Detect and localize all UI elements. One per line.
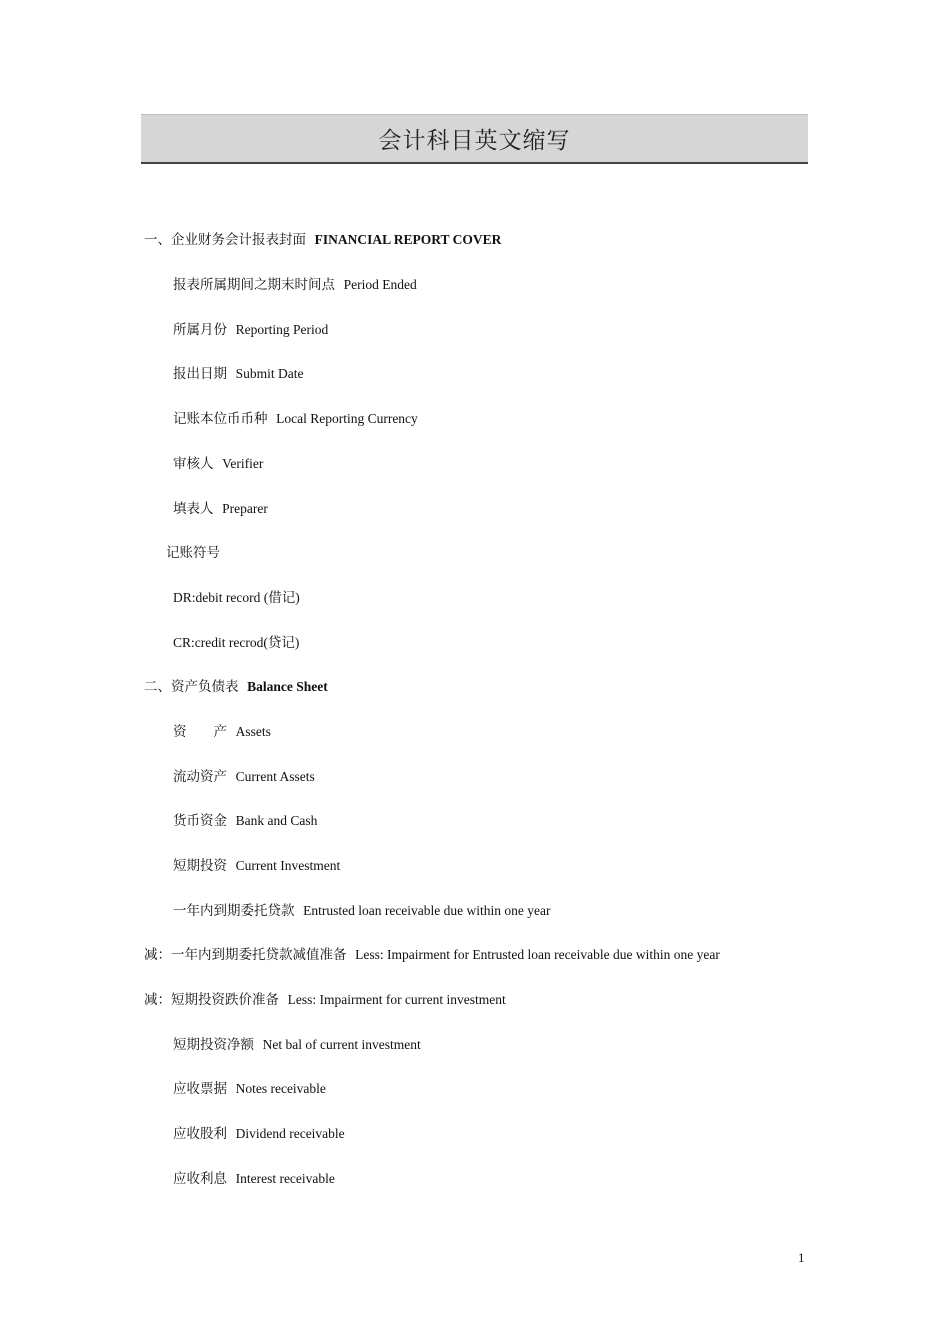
line-cn: 填表人 xyxy=(173,501,214,517)
entry-submit-date xyxy=(173,365,303,383)
line-en: Bank and Cash xyxy=(235,813,318,828)
line-en: DR:debit record (借记) xyxy=(173,590,300,605)
line-cn: 二、资产负债表 xyxy=(144,679,239,695)
line-en: Dividend receivable xyxy=(235,1126,345,1141)
line-en: FINANCIAL REPORT COVER xyxy=(314,232,502,247)
line-cn: 货币资金 xyxy=(173,813,227,829)
line-cn: 一、企业财务会计报表封面 xyxy=(144,232,306,248)
line-cn: 资 产 xyxy=(173,724,227,740)
entry-credit-record xyxy=(173,634,299,652)
line-en: Less: Impairment for current investment xyxy=(287,992,506,1007)
entry-bank-and-cash xyxy=(173,812,317,830)
entry-local-reporting-currency xyxy=(173,410,418,428)
line-cn: 应收股利 xyxy=(173,1126,227,1142)
entry-reporting-period xyxy=(173,321,328,339)
line-cn: 记账本位币币种 xyxy=(173,411,268,427)
line-cn: 审核人 xyxy=(173,456,214,472)
entry-impairment-entrusted-loan xyxy=(144,946,720,964)
line-en: Verifier xyxy=(222,456,264,471)
line-cn: 短期投资 xyxy=(173,858,227,874)
line-cn: 所属月份 xyxy=(173,322,227,338)
line-en: Less: Impairment for Entrusted loan receivable due within one year xyxy=(355,947,720,962)
line-en: Local Reporting Currency xyxy=(276,411,418,426)
line-en: Period Ended xyxy=(343,277,417,292)
entry-current-investment xyxy=(173,857,340,875)
line-en: Preparer xyxy=(222,501,268,516)
line-cn: 短期投资净额 xyxy=(173,1037,254,1053)
line-cn: 流动资产 xyxy=(173,769,227,785)
entry-dividend-receivable xyxy=(173,1125,345,1143)
section-heading-financial-report-cover xyxy=(144,231,501,249)
line-en: Assets xyxy=(235,724,271,739)
entry-net-current-investment xyxy=(173,1036,421,1054)
section-heading-balance-sheet xyxy=(144,678,328,696)
line-en: Entrusted loan receivable due within one year xyxy=(303,903,551,918)
line-cn: 一年内到期委托贷款 xyxy=(173,903,295,919)
line-en: Balance Sheet xyxy=(247,679,328,694)
entry-verifier xyxy=(173,455,263,473)
entry-preparer xyxy=(173,500,268,518)
line-en: Net bal of current investment xyxy=(262,1037,421,1052)
line-en: Reporting Period xyxy=(235,322,329,337)
entry-interest-receivable xyxy=(173,1170,335,1188)
entry-entrusted-loan-receivable xyxy=(173,902,551,920)
entry-impairment-current-investment xyxy=(144,991,506,1009)
line-cn: 减：短期投资跌价准备 xyxy=(144,992,279,1008)
entry-current-assets xyxy=(173,768,315,786)
line-en: Current Assets xyxy=(235,769,315,784)
entry-bookkeeping-symbols xyxy=(166,544,220,562)
line-cn: 应收利息 xyxy=(173,1171,227,1187)
line-cn: 记账符号 xyxy=(166,545,220,561)
line-en: CR:credit recrod(贷记) xyxy=(173,635,300,650)
line-en: Current Investment xyxy=(235,858,341,873)
line-cn: 报表所属期间之期末时间点 xyxy=(173,277,335,293)
entry-period-ended xyxy=(173,276,417,294)
line-cn: 减：一年内到期委托贷款减值准备 xyxy=(144,947,347,963)
line-en: Interest receivable xyxy=(235,1171,335,1186)
document-title-box xyxy=(141,114,808,164)
page-number: 1 xyxy=(798,1250,805,1265)
line-en: Notes receivable xyxy=(235,1081,326,1096)
line-cn: 应收票据 xyxy=(173,1081,227,1097)
document-title: 会计科目英文缩写 xyxy=(378,128,571,154)
entry-notes-receivable xyxy=(173,1080,326,1098)
entry-assets xyxy=(173,723,271,741)
entry-debit-record xyxy=(173,589,300,607)
line-cn: 报出日期 xyxy=(173,366,227,382)
line-en: Submit Date xyxy=(235,366,304,381)
